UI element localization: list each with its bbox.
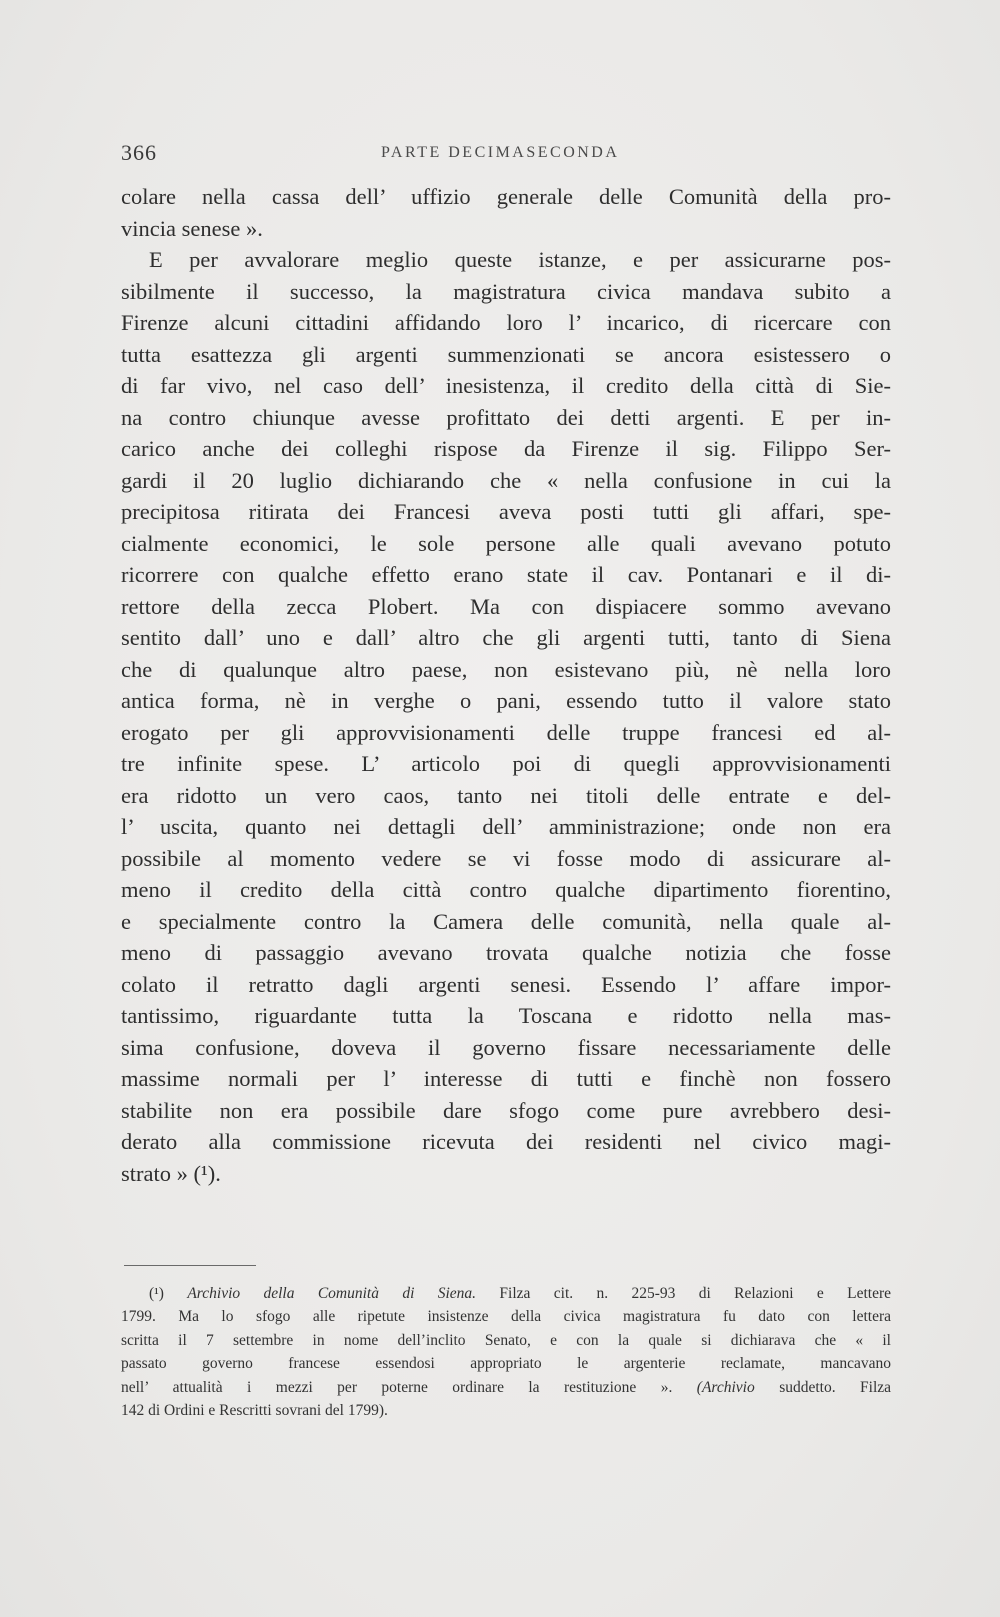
text-line: antica forma, nè in verghe o pani, essendo tutto il valore stato <box>121 688 891 713</box>
text-line: erogato per gli approvvisionamenti delle truppe francesi ed al- <box>121 719 891 745</box>
footnote-text: nell’ attualità i mezzi per poterne ordinare la restituzione ». <box>121 1378 673 1396</box>
footnote <box>121 1282 891 1422</box>
footnote-text: suddetto. Filza <box>779 1378 892 1396</box>
footnote-line <box>121 1282 891 1305</box>
text-line: massime normali per l’ interesse di tutti e finchè non fossero <box>121 1066 891 1091</box>
body-text <box>121 181 891 1189</box>
footnote-line: scritta il 7 settembre in nome dell’inclito Senato, e con la quale si dichiarava che « il <box>121 1331 891 1349</box>
text-line: e specialmente contro la Camera delle comunità, nella quale al- <box>121 908 891 934</box>
text-line: cialmente economici, le sole persone alle quali avevano potuto <box>121 530 891 556</box>
footnote-line: 142 di Ordini e Rescritti sovrani del 1799). <box>121 1401 388 1419</box>
text-line: gardi il 20 luglio dichiarando che « nella confusione in cui la <box>121 467 891 493</box>
footnote-source: (Archivio <box>696 1378 755 1396</box>
text-line: precipitosa ritirata dei Francesi aveva posti tutti gli affari, spe- <box>121 499 891 524</box>
text-line: tantissimo, riguardante tutta la Toscana e ridotto nella mas- <box>121 1003 891 1028</box>
text-line: carico anche dei colleghi rispose da Firenze il sig. Filippo Ser- <box>121 436 891 461</box>
footnote-rule <box>124 1265 256 1266</box>
footnote-line: passato governo francese essendosi appropriato le argenterie reclamate, mancavano <box>121 1355 891 1373</box>
text-line: che di qualunque altro paese, non esistevano più, nè nella loro <box>121 656 891 682</box>
text-line: na contro chiunque avesse profittato dei detti argenti. E per in- <box>121 404 891 430</box>
text-line: tutta esattezza gli argenti summenzionati se ancora esistessero o <box>121 341 891 367</box>
text-line: tre infinite spese. L’ articolo poi di quegli approvvisionamenti <box>121 751 891 776</box>
footnote-source: Archivio della Comunità di Siena. <box>187 1285 477 1302</box>
text-line: meno di passaggio avevano trovata qualche notizia che fosse <box>121 940 891 965</box>
text-line: colato il retratto dagli argenti senesi. Essendo l’ affare impor- <box>121 971 891 997</box>
text-line: sima confusione, doveva il governo fissare necessariamente delle <box>121 1034 891 1060</box>
text-line: derato alla commissione ricevuta dei residenti nel civico magi- <box>121 1129 891 1154</box>
text-line: era ridotto un vero caos, tanto nei titoli delle entrate e del- <box>121 782 891 808</box>
text-line: di far vivo, nel caso dell’ inesistenza, il credito della città di Sie- <box>121 373 891 398</box>
text-line: ricorrere con qualche effetto erano state il cav. Pontanari e il di- <box>121 562 891 587</box>
text-line: E per avvalorare meglio queste istanze, e per assicurarne pos- <box>149 247 891 272</box>
text-line: vincia senese ». <box>121 215 263 241</box>
footnote-line <box>121 1376 891 1399</box>
text-line: l’ uscita, quanto nei dettagli dell’ amministrazione; onde non era <box>121 814 891 839</box>
footnote-marker: (¹) <box>149 1285 164 1302</box>
page-number: 366 <box>121 140 157 165</box>
text-line: rettore della zecca Plobert. Ma con dispiacere sommo avevano <box>121 593 891 619</box>
text-line: stabilite non era possibile dare sfogo come pure avrebbero desi- <box>121 1097 891 1123</box>
running-head: PARTE DECIMASECONDA <box>381 144 620 161</box>
page-header <box>121 140 891 168</box>
footnote-line: 1799. Ma lo sfogo alle ripetute insistenze della civica magistratura fu dato con lettera <box>121 1308 891 1326</box>
text-line: sibilmente il successo, la magistratura civica mandava subito a <box>121 278 891 304</box>
footnote-text: Filza cit. n. 225-93 di Relazioni e Lettere <box>499 1285 891 1302</box>
text-line: meno il credito della città contro qualche dipartimento fiorentino, <box>121 877 891 902</box>
text-line: colare nella cassa dell’ uffizio generale delle Comunità della pro- <box>121 184 891 209</box>
text-line: sentito dall’ uno e dall’ altro che gli argenti tutti, tanto di Siena <box>121 625 891 650</box>
text-line: possibile al momento vedere se vi fosse modo di assicurare al- <box>121 845 891 871</box>
text-line: strato » (¹). <box>121 1160 221 1186</box>
text-line: Firenze alcuni cittadini affidando loro l’ incarico, di ricercare con <box>121 310 891 335</box>
